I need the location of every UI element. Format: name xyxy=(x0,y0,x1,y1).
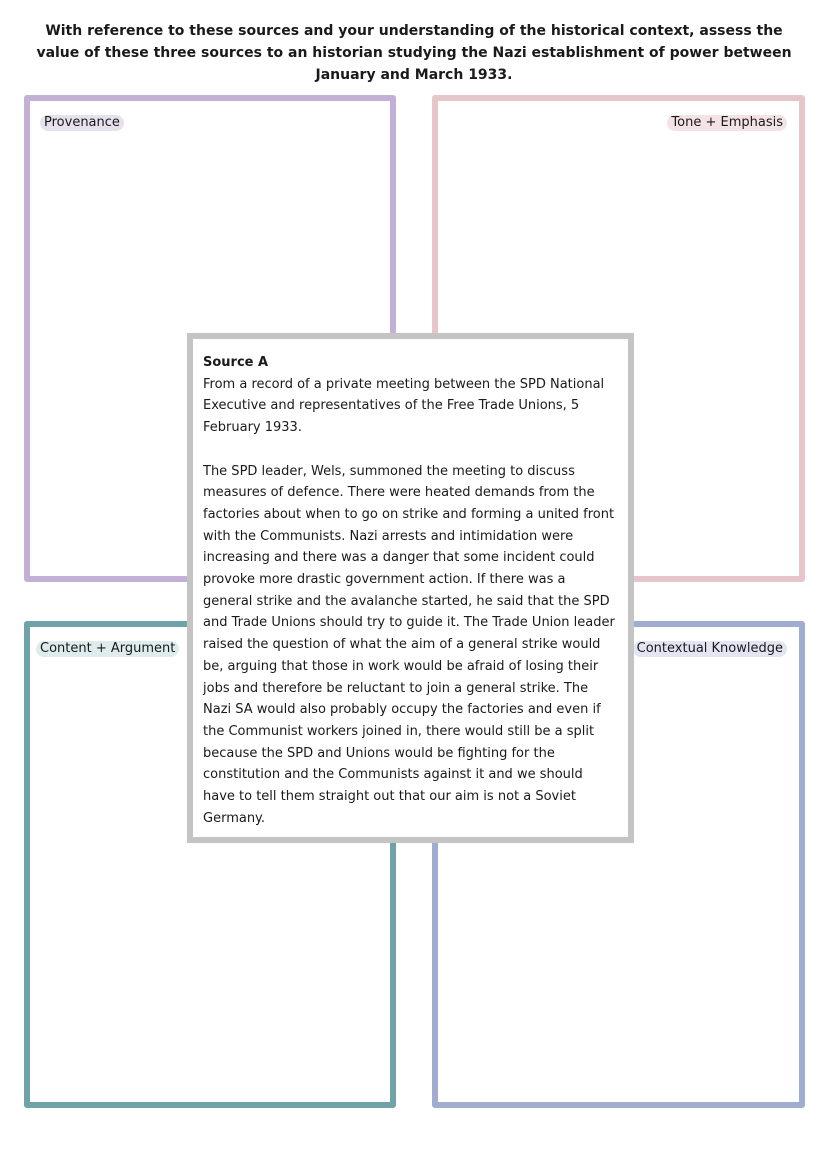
contextual-knowledge-label: Contextual Knowledge xyxy=(633,641,787,657)
source-a-card xyxy=(187,333,634,843)
provenance-label: Provenance xyxy=(40,115,124,131)
paragraph-gap xyxy=(203,439,618,461)
source-provenance: From a record of a private meeting between the SPD National Executive and representatives of the Free Trade Unions, 5 February 1933. xyxy=(203,376,605,436)
question-prompt: With reference to these sources and your understanding of the historical context, assess the value of these three sources to an historian studying the Nazi establishment of power between January and March 1933. xyxy=(36,23,792,83)
source-title: Source A xyxy=(203,355,269,370)
source-body: The SPD leader, Wels, summoned the meeting to discuss measures of defence. There were heated demands from the factories about when to go on strike and forming a united front with the Communists. Nazi arrests and intimidation were increasing and there was a danger that some incident could provoke more drastic government action. If there was a general strike and the avalanche started, he said that the SPD and Trade Unions should try to guide it. The Trade Union leader raised the question of what the aim of a general strike would be, arguing that those in work would be afraid of losing their jobs and therefore be reluctant to join a general strike. The Nazi SA would also probably occupy the factories and even if the Communist workers joined in, there would still be a split because the SPD and Unions would be fighting for the constitution and the Communists against it and we should have to tell them straight out that our aim is not a Soviet Germany. xyxy=(203,463,615,826)
tone-emphasis-label: Tone + Emphasis xyxy=(667,115,787,131)
content-argument-label: Content + Argument xyxy=(36,641,179,657)
